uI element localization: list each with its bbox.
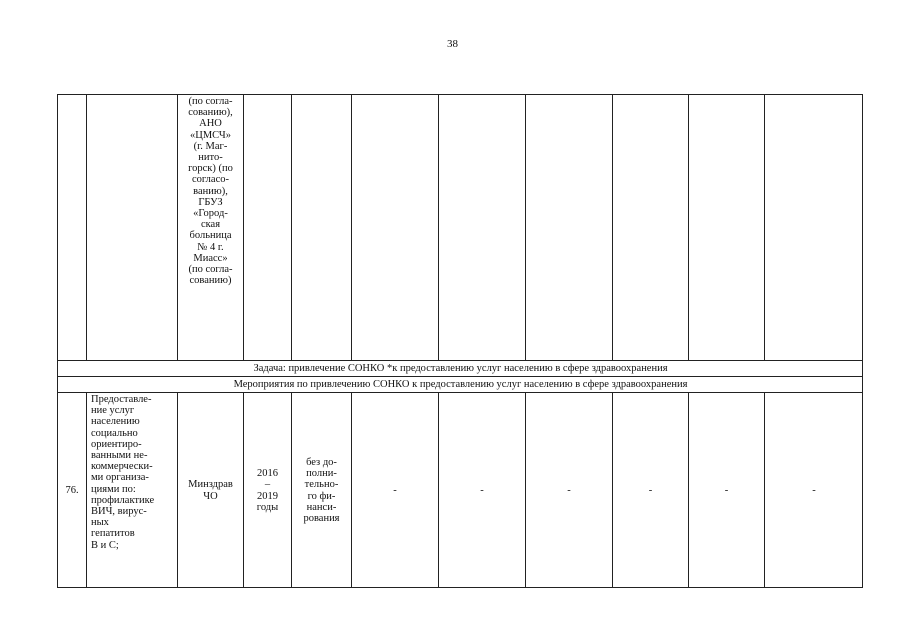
- period-dash: –: [264, 479, 271, 491]
- cont-period-cell: [243, 94, 291, 360]
- item-value-cell: [351, 392, 438, 588]
- item-number: 76.: [65, 484, 79, 496]
- period-unit: годы: [256, 501, 279, 513]
- item-value-2: -: [480, 484, 484, 496]
- plan-table: [57, 94, 863, 588]
- item-financing: без до- полни- тельно- го фи- нанси- рования: [303, 456, 340, 524]
- item-value-cell: [688, 392, 764, 588]
- item-value-cell: [764, 392, 863, 588]
- item-financing-cell: [291, 392, 351, 588]
- item-number-cell: [57, 392, 86, 588]
- cont-col4-cell: [612, 94, 688, 360]
- item-value-6: -: [812, 484, 816, 496]
- task-row: [57, 360, 863, 376]
- item-period: [257, 468, 278, 513]
- item-executor-cell: [177, 392, 243, 588]
- cont-number-cell: [57, 94, 86, 360]
- item-value-cell: [525, 392, 612, 588]
- item-activity-cell: Предоставле- ние услуг населению социально ориентиро- ванными не- коммерчески- ми организа- циями по: профилактике ВИЧ, вирус- ных гепатитов В и С;: [86, 392, 177, 588]
- cont-col6-cell: [764, 94, 863, 360]
- item-value-cell: [612, 392, 688, 588]
- task-text: Задача: привлечение СОНКО *к предоставлению услуг населению в сфере здравоохранения: [253, 363, 668, 374]
- item-value-cell: [438, 392, 525, 588]
- period-end: 2019: [256, 490, 278, 502]
- page-number: 38: [447, 38, 458, 50]
- item-executor: Минздрав ЧО: [188, 479, 233, 502]
- cont-col2-cell: [438, 94, 525, 360]
- item-period-cell: [243, 392, 291, 588]
- cont-col3-cell: [525, 94, 612, 360]
- cont-financing-cell: [291, 94, 351, 360]
- item-value-1: -: [393, 484, 397, 496]
- period-start: 2016: [256, 468, 278, 480]
- cont-activity-cell: [86, 94, 177, 360]
- cont-col5-cell: [688, 94, 764, 360]
- measures-text: Мероприятия по привлечению СОНКО к предоставлению услуг населению в сфере здравоохранения: [233, 379, 688, 390]
- measures-row: [57, 376, 863, 392]
- item-value-5: -: [724, 484, 729, 496]
- item-value-4: -: [648, 484, 653, 496]
- cont-executor-cell: (по согла- сованию), АНО «ЦМСЧ» (г. Маг- нито- горск) (по согласо- ванию), ГБУЗ «Город- ская больница № 4 г. Миасс» (по согла- сованию): [177, 94, 243, 360]
- cont-col1-cell: [351, 94, 438, 360]
- item-value-3: -: [567, 484, 571, 496]
